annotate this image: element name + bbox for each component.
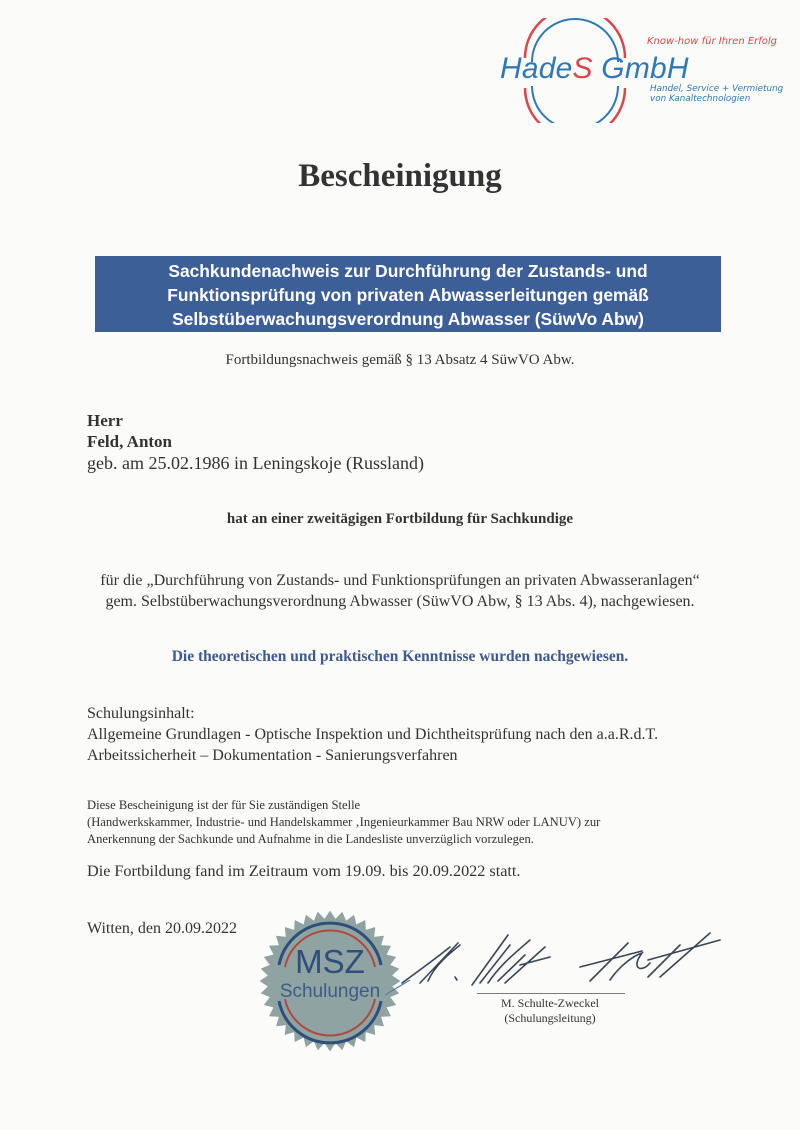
logo-subline-1: Handel, Service + Vermietung [650, 84, 784, 94]
contents-heading: Schulungsinhalt: [87, 705, 195, 722]
logo-subline-2: von Kanaltechnologien [650, 94, 751, 104]
logo-company-name [500, 52, 689, 86]
subtitle: Fortbildungsnachweis gemäß § 13 Absatz 4 SüwVO Abw. [225, 352, 575, 368]
seal-text-schulungen: Schulungen [279, 981, 381, 1002]
logo-name-s: S [572, 52, 593, 85]
seal-text-msz: MSZ [295, 943, 365, 980]
company-logo [495, 18, 795, 123]
document-title: Bescheinigung [298, 158, 502, 194]
signer-role: (Schulungsleitung) [504, 1011, 596, 1025]
banner-line: Sachkundenachweis zur Durchführung der Zustands- und [168, 261, 648, 281]
logo-subline [650, 84, 783, 104]
training-period: Die Fortbildung fand im Zeitraum vom 19.09. bis 20.09.2022 statt. [87, 862, 521, 880]
participation-statement: hat an einer zweitägigen Fortbildung für Sachkundige [226, 511, 574, 527]
contents-line-1: Allgemeine Grundlagen - Optische Inspektion und Dichtheitsprüfung nach den a.a.R.d.T. [87, 726, 659, 743]
topic-statement [0, 570, 800, 612]
handwritten-signature [380, 925, 740, 1000]
logo-slogan: Know-how für Ihren Erfolg [647, 36, 778, 47]
signature-line [477, 993, 625, 994]
notice-line-2: (Handwerkskammer, Industrie- und Handelskammer ‚Ingenieurkammer Bau NRW oder LANUV) zur [87, 815, 601, 829]
signer-name: M. Schulte-Zweckel [501, 996, 599, 1010]
submission-notice [87, 797, 600, 848]
training-contents [87, 703, 658, 766]
banner-line: Selbstüberwachungsverordnung Abwasser (SüwVo Abw) [172, 309, 644, 329]
recipient-salutation: Herr [87, 411, 123, 430]
notice-line-3: Anerkennung der Sachkunde und Aufnahme in die Landesliste unverzüglich vorzulegen. [87, 832, 534, 846]
signer-block [470, 996, 630, 1026]
recipient-name: Feld, Anton [87, 432, 173, 451]
logo-name-part: GmbH [592, 52, 689, 85]
notice-line-1: Diese Bescheinigung ist der für Sie zuständigen Stelle [87, 798, 361, 812]
title-banner [95, 256, 721, 332]
topic-line-1: für die „Durchführung von Zustands- und Funktionsprüfungen an privaten Abwasseranlagen“ [100, 572, 700, 589]
place-and-date: Witten, den 20.09.2022 [87, 920, 237, 937]
topic-line-2: gem. Selbstüberwachungsverordnung Abwasser (SüwVO Abw, § 13 Abs. 4), nachgewiesen. [105, 593, 695, 610]
logo-name-part: Hade [500, 52, 573, 85]
recipient-birth: geb. am 25.02.1986 in Leningskoje (Russland) [87, 453, 424, 473]
banner-line: Funktionsprüfung von privaten Abwasserleitungen gemäß [167, 285, 649, 305]
contents-line-2: Arbeitssicherheit – Dokumentation - Sanierungsverfahren [87, 747, 458, 764]
confirmation-statement: Die theoretischen und praktischen Kenntnisse wurden nachgewiesen. [171, 648, 629, 665]
